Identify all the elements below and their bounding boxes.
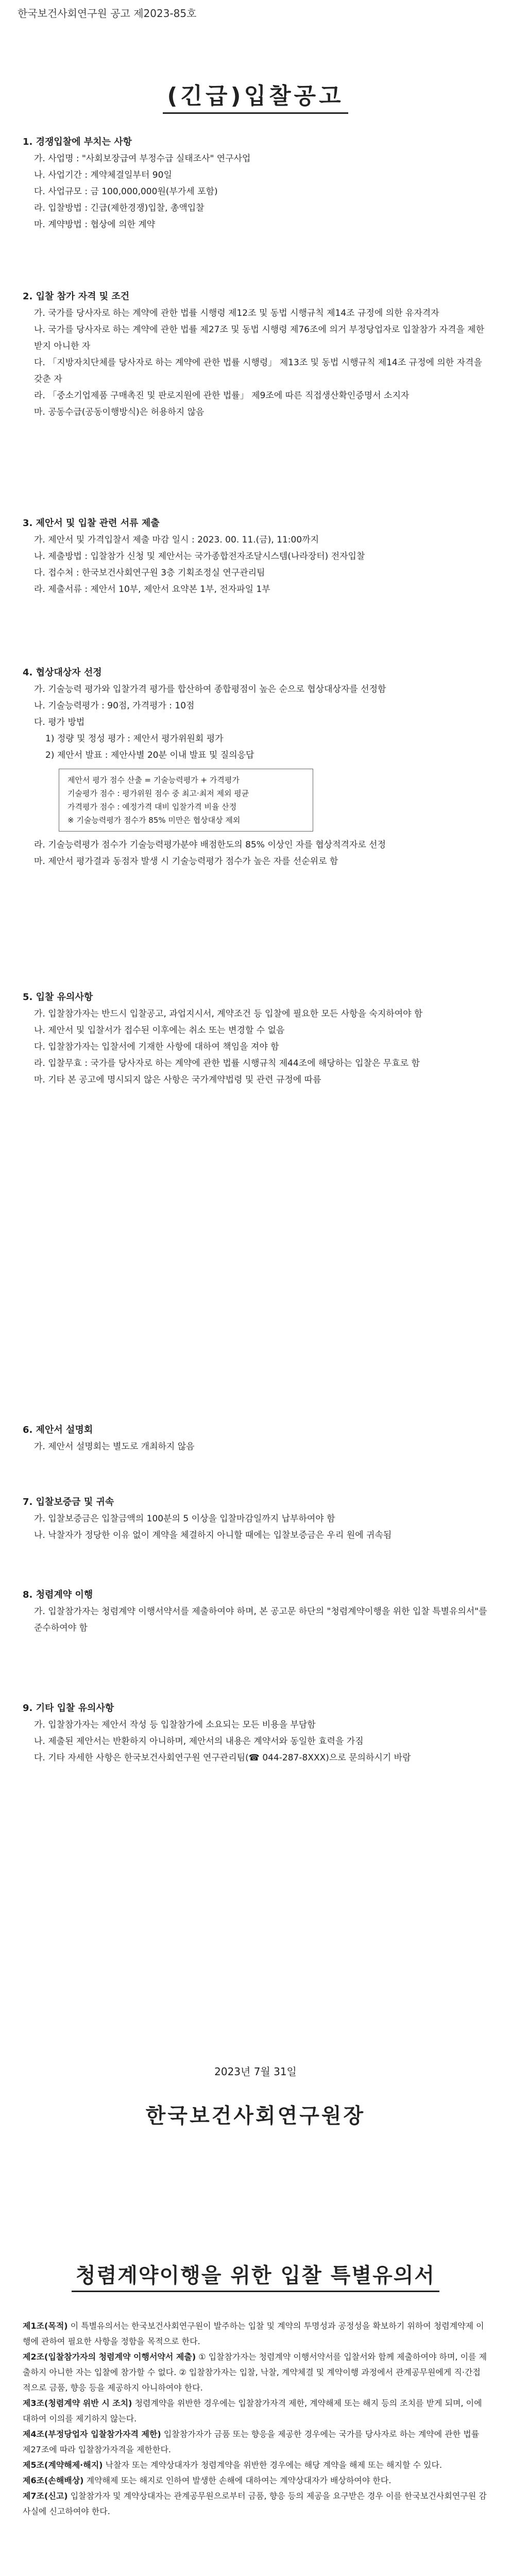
section-heading: 8. 청렴계약 이행 [23,1589,93,1600]
article-label: 제7조(신고) [23,2491,68,2501]
section-heading: 1. 경쟁입찰에 부치는 사항 [23,137,132,147]
notice-date: 2023년 7월 31일 [214,2065,297,2078]
article-text: 입찰참가자가 금품 또는 향응을 제공한 경우에는 국가를 당사자로 하는 계약에 관한 법률 제27조에 따라 입찰참가자격을 제한한다. [23,2429,480,2454]
article-label: 제1조(목적) [23,2321,68,2331]
section-line: 가. 국가를 당사자로 하는 계약에 관한 법률 시행령 제12조 및 동법 시행규칙 제14조 규정에 의한 유자격자 [34,308,439,318]
article-1 [23,2318,488,2349]
section-heading: 4. 협상대상자 선정 [23,667,102,678]
section-line: 가. 기술능력 평가와 입찰가격 평가를 합산하여 종합평점이 높은 순으로 협상대상자를 선정함 [34,684,386,694]
special-title: 청렴계약이행을 위한 입찰 특별유의서 [72,2259,439,2292]
section-line: 2) 제안서 발표 : 제안사별 20분 이내 발표 및 질의응답 [45,750,254,760]
section-line: 다. 기타 자세한 사항은 한국보건사회연구원 연구관리팀(☎ 044-287-8XXX)으로 문의하시기 바람 [34,1753,411,1763]
article-text: ① 입찰참가자는 청렴계약 이행서약서를 입찰서와 함께 제출하여야 하며, 이를 제출하지 아니한 자는 입찰에 참가할 수 없다. ② 입찰참가자는 입찰, 낙찰, 계약체결 및 계약이행 과정에서 관계공무원에게 직·간접적으로 금품, 향응 등을 제공하지 아니하여야 한다. [23,2352,487,2393]
box-line: 제안서 평가 점수 산출 = 기술능력평가 + 가격평가 [67,775,240,785]
article-6 [23,2473,488,2488]
notice-number: 한국보건사회연구원 공고 제2023-85호 [18,7,197,20]
issuer-name: 한국보건사회연구원장 [145,2104,366,2128]
section-line: 라. 제출서류 : 제안서 10부, 제안서 요약본 1부, 전자파일 1부 [34,584,270,595]
section-line: 가. 제안서 설명회는 별도로 개최하지 않음 [34,1442,195,1452]
section-line: 나. 낙찰자가 정당한 이유 없이 계약을 체결하지 아니할 때에는 입찰보증금은 우리 원에 귀속됨 [34,1530,392,1540]
section-line: 가. 입찰보증금은 입찰금액의 100분의 5 이상을 입찰마감일까지 납부하여야 함 [34,1514,335,1524]
section-line: 나. 제출된 제안서는 반환하지 아니하며, 제안서의 내용은 계약서와 동일한 효력을 가짐 [34,1736,364,1747]
section-line: 나. 기술능력평가 : 90점, 가격평가 : 10점 [34,701,195,711]
title-container [0,77,511,114]
section-heading: 5. 입찰 유의사항 [23,992,93,1003]
section-3 [23,515,488,598]
section-line: 다. 접수처 : 한국보건사회연구원 3층 기획조정실 연구관리팀 [34,568,265,578]
article-3 [23,2396,488,2427]
article-label: 제5조(계약해제·해지) [23,2460,103,2470]
section-line: 라. 기술능력평가 점수가 기술능력평가분야 배점한도의 85% 이상인 자를 협상적격자로 선정 [34,840,386,850]
section-7 [23,1494,488,1544]
section-4 [23,665,488,870]
article-4 [23,2427,488,2458]
section-1 [23,134,488,233]
article-label: 제6조(손해배상) [23,2476,84,2485]
section-line: 가. 입찰참가자는 반드시 입찰공고, 과업지시서, 계약조건 등 입찰에 필요한 모든 사항을 숙지하여야 함 [34,1009,423,1019]
section-9 [23,1700,488,1766]
section-line: 가. 입찰참가자는 제안서 작성 등 입찰참가에 소요되는 모든 비용을 부담함 [34,1720,316,1730]
section-line: 라. 「중소기업제품 구매촉진 및 판로지원에 관한 법률」 제9조에 따른 직접생산확인증명서 소지자 [34,391,410,401]
article-text: 계약해제 또는 해지로 인하여 발생한 손해에 대하여는 계약상대자가 배상하여야 한다. [86,2476,391,2485]
section-6 [23,1422,488,1455]
article-text: 청렴계약을 위반한 경우에는 입찰참가자격 제한, 계약해제 또는 해지 등의 조치를 받게 되며, 이에 대하여 이의를 제기하지 않는다. [23,2398,482,2424]
section-heading: 7. 입찰보증금 및 귀속 [23,1497,114,1507]
section-line: 다. 사업규모 : 금 100,000,000원(부가세 포함) [34,187,218,197]
articles-block [23,2318,488,2519]
section-line: 마. 제안서 평가결과 동점자 발생 시 기술능력평가 점수가 높은 자를 선순위로 함 [34,856,338,867]
article-text: 입찰참가자 및 계약상대자는 관계공무원으로부터 금품, 향응 등의 제공을 요구받은 경우 이를 한국보건사회연구원 감사실에 신고하여야 한다. [23,2491,487,2516]
section-line: 다. 「지방자치단체를 당사자로 하는 계약에 관한 법률 시행령」 제13조 및 동법 시행규칙 제14조 규정에 의한 자격을 갖춘 자 [34,358,482,384]
section-5 [23,989,488,1088]
section-line: 나. 제안서 및 입찰서가 접수된 이후에는 취소 또는 변경할 수 없음 [34,1025,285,1036]
page-title: (긴급)입찰공고 [163,77,348,114]
special-title-container [0,2259,511,2292]
section-line: 다. 입찰참가자는 입찰서에 기재한 사항에 대하여 책임을 져야 함 [34,1042,279,1052]
section-line: 마. 계약방법 : 협상에 의한 계약 [34,219,156,230]
box-line: ※ 기술능력평가 점수가 85% 미만은 협상대상 제외 [67,816,241,825]
section-line: 다. 평가 방법 [34,717,85,727]
section-heading: 3. 제안서 및 입찰 관련 서류 제출 [23,518,160,529]
section-line: 가. 입찰참가자는 청렴계약 이행서약서를 제출하여야 하며, 본 공고문 하단의 "청렴계약이행을 위한 입찰 특별유의서"를 준수하여야 함 [34,1606,487,1633]
section-line: 가. 사업명 : "사회보장급여 부정수급 실태조사" 연구사업 [34,154,251,164]
formula-box [59,769,313,832]
section-line: 마. 공동수급(공동이행방식)은 허용하지 않음 [34,407,205,417]
section-heading: 9. 기타 입찰 유의사항 [23,1703,114,1714]
box-line: 가격평가 점수 : 예정가격 대비 입찰가격 비율 산정 [67,802,237,811]
article-label: 제2조(입찰참가자의 청렴계약 이행서약서 제출) [23,2352,196,2362]
article-2 [23,2349,488,2396]
section-heading: 6. 제안서 설명회 [23,1425,93,1435]
section-line: 나. 제출방법 : 입찰참가 신청 및 제안서는 국가종합전자조달시스템(나라장터) 전자입찰 [34,551,365,562]
section-line: 나. 국가를 당사자로 하는 계약에 관한 법률 제27조 및 동법 시행령 제76조에 의거 부정당업자로 입찰참가 자격을 제한받지 아니한 자 [34,325,485,351]
article-5 [23,2458,488,2473]
section-2 [23,289,488,420]
section-line: 라. 입찰무효 : 국가를 당사자로 하는 계약에 관한 법률 시행규칙 제44조에 해당하는 입찰은 무효로 함 [34,1058,420,1069]
section-line: 1) 정량 및 정성 평가 : 제안서 평가위원회 평가 [45,734,224,744]
section-line: 마. 기타 본 공고에 명시되지 않은 사항은 국가계약법령 및 관련 규정에 따름 [34,1075,321,1085]
article-7 [23,2488,488,2519]
section-line: 나. 사업기간 : 계약체결일부터 90일 [34,170,172,180]
article-text: 이 특별유의서는 한국보건사회연구원이 발주하는 입찰 및 계약의 투명성과 공정성을 확보하기 위하여 청렴계약제 이행에 관하여 필요한 사항을 정함을 목적으로 한다. [23,2321,484,2346]
section-line: 라. 입찰방법 : 긴급(제한경쟁)입찰, 총액입찰 [34,203,205,213]
section-8 [23,1587,488,1636]
article-label: 제3조(청렴계약 위반 시 조치) [23,2398,132,2408]
article-text: 낙찰자 또는 계약상대자가 청렴계약을 위반한 경우에는 해당 계약을 해제 또는 해지할 수 있다. [105,2460,442,2470]
box-line: 기술평가 점수 : 평가위원 점수 중 최고·최저 제외 평균 [67,789,249,798]
article-label: 제4조(부정당업자 입찰참가자격 제한) [23,2429,161,2439]
section-line: 가. 제안서 및 가격입찰서 제출 마감 일시 : 2023. 00. 11.(금), 11:00까지 [34,535,319,545]
section-heading: 2. 입찰 참가 자격 및 조건 [23,291,130,302]
